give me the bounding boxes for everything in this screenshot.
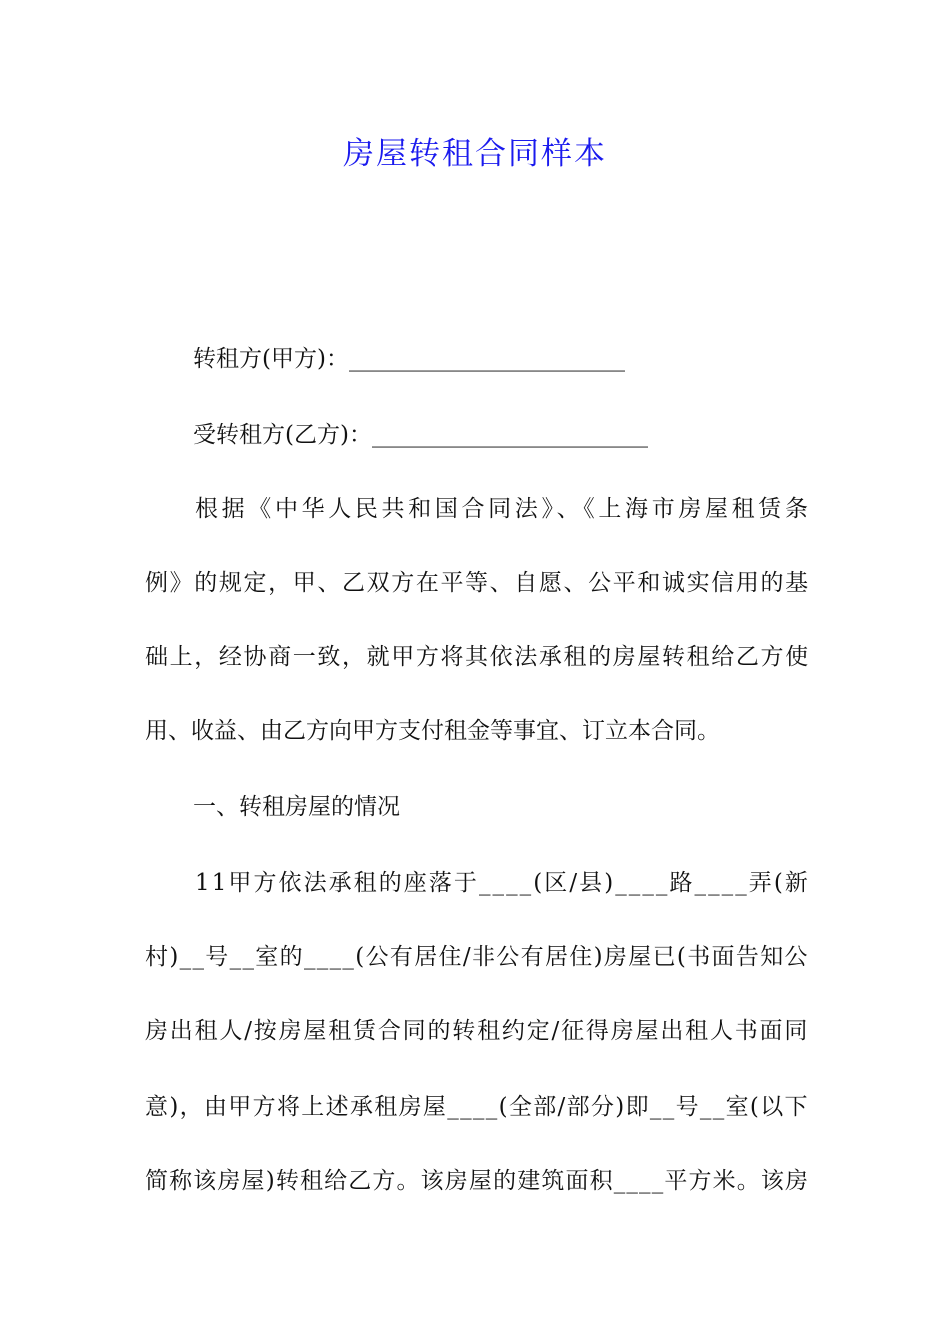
para1-line4: 用、收益、由乙方向甲方支付租金等事宜、订立本合同。 — [145, 718, 720, 744]
para1-line2: 例》的规定，甲、乙双方在平等、自愿、公平和诚实信用的基 — [145, 570, 810, 596]
party-a-blank: ________________________ — [348, 346, 625, 372]
party-a-line — [193, 344, 625, 374]
party-a-label: 转租方(甲方)： — [193, 346, 349, 372]
para2-line1: 11甲方依法承租的座落于____(区/县)____路____弄(新 — [195, 870, 810, 896]
party-b-label: 受转租方(乙方)： — [193, 422, 372, 448]
party-b-blank: ________________________ — [371, 422, 648, 448]
para2-line3: 房出租人/按房屋租赁合同的转租约定/征得房屋出租人书面同 — [145, 1018, 810, 1044]
para1-line3: 础上，经协商一致，就甲方将其依法承租的房屋转租给乙方使 — [145, 644, 810, 670]
para2-line2: 村)__号__室的____(公有居住/非公有居住)房屋已(书面告知公 — [145, 944, 809, 970]
para2-line4: 意)，由甲方将上述承租房屋____(全部/部分)即__号__室(以下 — [145, 1094, 809, 1120]
party-b-line — [193, 420, 648, 450]
document-title: 房屋转租合同样本 — [343, 136, 607, 172]
para1-line1: 根据《中华人民共和国合同法》、《上海市房屋租赁条 — [195, 496, 812, 522]
para2-line5: 简称该房屋)转租给乙方。该房屋的建筑面积____平方米。该房 — [145, 1168, 810, 1194]
section-heading-1: 一、转租房屋的情况 — [193, 794, 400, 820]
